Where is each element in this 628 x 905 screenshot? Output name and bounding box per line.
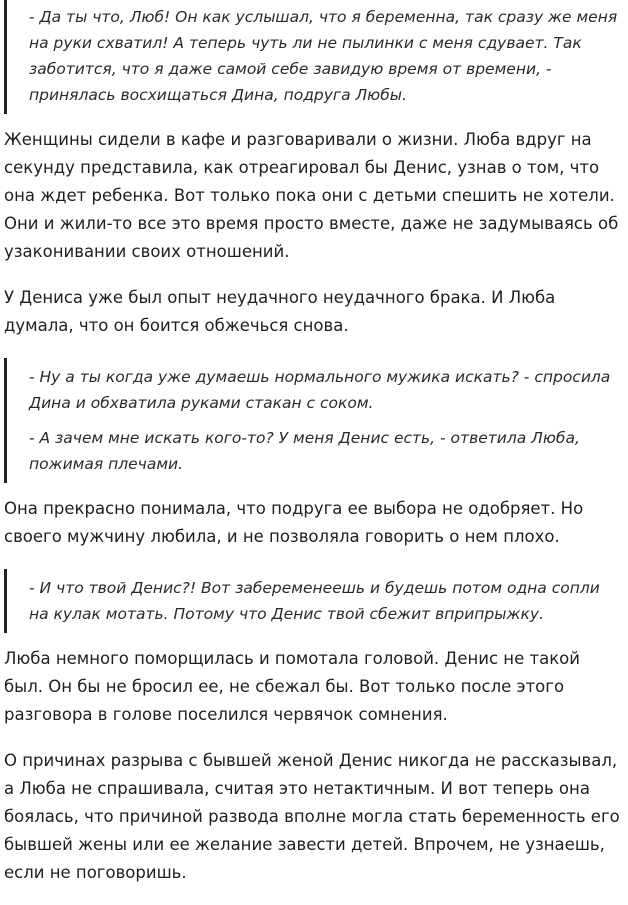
quote-block bbox=[4, 0, 622, 114]
quote-line: - А зачем мне искать кого-то? У меня Денис есть, - ответила Люба, пожимая плечами. bbox=[29, 429, 580, 473]
paragraph: Она прекрасно понимала, что подруга ее выбора не одобряет. Но своего мужчину любила, и не позволяла говорить о нем плохо. bbox=[4, 499, 584, 546]
quote-line: - Да ты что, Люб! Он как услышал, что я беременна, так сразу же меня на руки схватил! А теперь чуть ли не пылинки с меня сдувает. Так заботится, что я даже самой себе завидую время от времени, - принялась восхищаться Дина, подруга Любы. bbox=[29, 8, 618, 104]
paragraph: О причинах разрыва с бывшей женой Денис никогда не рассказывал, а Люба не спрашивала, считая это нетактичным. И вот теперь она боялась, что причиной развода вполне могла стать беременность его бывшей жены или ее желание завести детей. Впрочем, не узнаешь, если не поговоришь. bbox=[4, 751, 620, 882]
quote-line: - И что твой Денис?! Вот забеременеешь и будешь потом одна сопли на кулак мотать. Потому что Денис твой сбежит вприпрыжку. bbox=[29, 579, 600, 623]
quote-line: - Ну а ты когда уже думаешь нормального мужика искать? - спросила Дина и обхватила руками стакан с соком. bbox=[29, 368, 611, 412]
article-body bbox=[4, 0, 622, 905]
quote-block bbox=[4, 569, 622, 633]
paragraph: У Дениса уже был опыт неудачного неудачного брака. И Люба думала, что он боится обжечься снова. bbox=[4, 288, 556, 335]
paragraph: Люба немного поморщилась и помотала головой. Денис не такой был. Он бы не бросил ее, не сбежал бы. Вот только после этого разговора в голове поселился червячок сомнения. bbox=[4, 649, 580, 724]
quote-block bbox=[4, 358, 622, 483]
paragraph: Женщины сидели в кафе и разговаривали о жизни. Люба вдруг на секунду представила, как отреагировал бы Денис, узнав о том, что она ждет ребенка. Вот только пока они с детьми спешить не хотели. Они и жили-то все это время просто вместе, даже не задумываясь об узаконивании своих отношений. bbox=[4, 130, 619, 261]
